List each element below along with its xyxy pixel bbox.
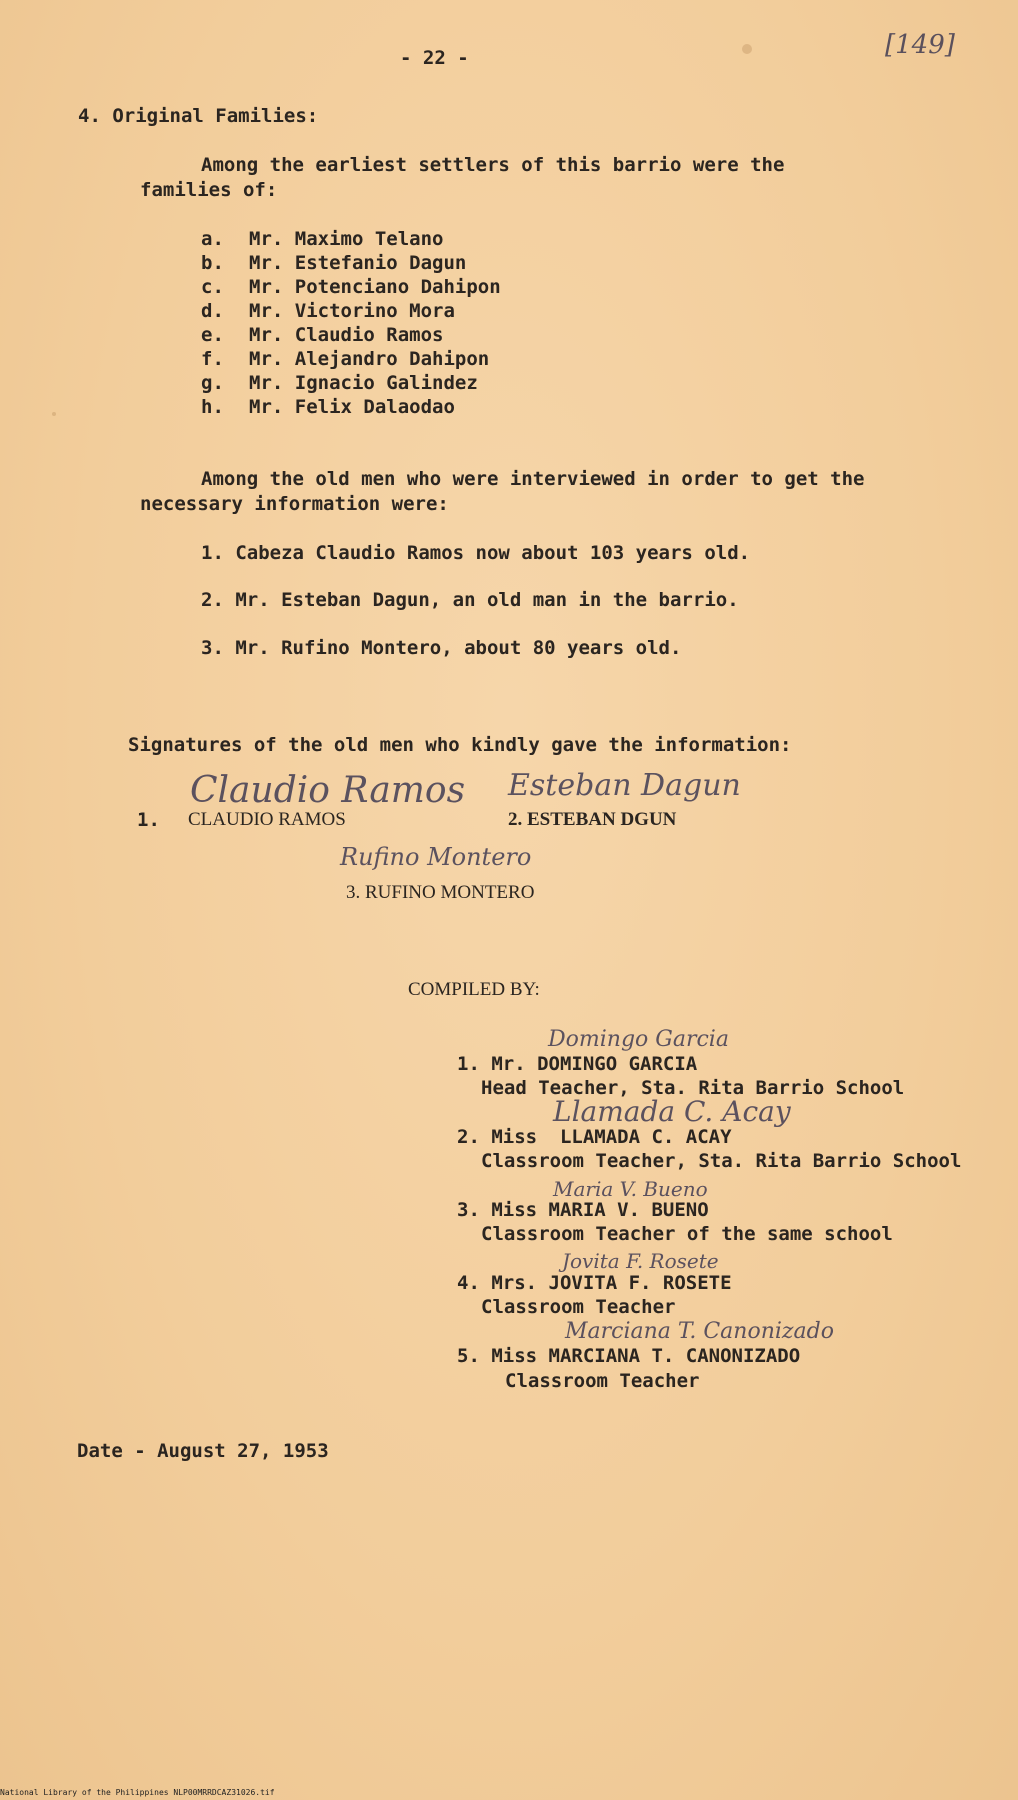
compiler-role: Classroom Teacher, Sta. Rita Barrio School [481,1150,962,1172]
section-heading: 4. Original Families: [78,105,319,127]
archive-footer: National Library of the Philippines NLP00MRRDCAZ31026.tif [0,1788,275,1797]
compiler-name: 4. Mrs. JOVITA F. ROSETE [457,1272,732,1294]
handwritten-signature: Claudio Ramos [190,770,466,811]
informant-item: 2. Mr. Esteban Dagun, an old man in the barrio. [201,589,739,611]
compiler-role: Classroom Teacher [505,1370,700,1392]
typed-name: 2. ESTEBAN DGUN [508,809,677,830]
family-name: Mr. Ignacio Galindez [249,372,478,394]
family-letter: d. [201,300,224,322]
paper-stain [52,412,56,416]
handwritten-signature: Esteban Dagun [508,768,741,803]
signature-number: 1. [137,809,160,831]
intro-line: Among the earliest settlers of this barrio were the [201,154,785,176]
handwritten-signature: Maria V. Bueno [553,1177,708,1201]
interview-line: necessary information were: [140,493,449,515]
family-letter: h. [201,396,224,418]
handwritten-signature: Llamada C. Acay [553,1095,791,1128]
compiler-name: 1. Mr. DOMINGO GARCIA [457,1053,698,1075]
family-letter: g. [201,372,224,394]
typed-name: 3. RUFINO MONTERO [346,882,535,903]
family-letter: a. [201,228,224,250]
archive-number: [149] [885,30,955,60]
paper-stain [742,44,752,54]
family-name: Mr. Estefanio Dagun [249,252,467,274]
date-line: Date - August 27, 1953 [77,1440,329,1462]
family-name: Mr. Potenciano Dahipon [249,276,501,298]
family-letter: c. [201,276,224,298]
signatures-heading: Signatures of the old men who kindly gave the information: [128,734,792,756]
family-letter: b. [201,252,224,274]
typed-name: CLAUDIO RAMOS [188,809,346,830]
compiler-name: 5. Miss MARCIANA T. CANONIZADO [457,1345,801,1367]
family-name: Mr. Maximo Telano [249,228,444,250]
family-name: Mr. Felix Dalaodao [249,396,455,418]
compiler-role: Classroom Teacher [481,1296,676,1318]
compiler-name: 2. Miss LLAMADA C. ACAY [457,1126,732,1148]
compiled-by-heading: COMPILED BY: [408,979,540,1000]
family-name: Mr. Alejandro Dahipon [249,348,490,370]
family-letter: f. [201,348,224,370]
family-letter: e. [201,324,224,346]
handwritten-signature: Marciana T. Canonizado [565,1319,834,1344]
page-number: - 22 - [400,47,469,69]
family-name: Mr. Claudio Ramos [249,324,444,346]
family-name: Mr. Victorino Mora [249,300,455,322]
handwritten-signature: Domingo Garcia [548,1027,729,1052]
handwritten-signature: Jovita F. Rosete [562,1249,719,1273]
informant-item: 3. Mr. Rufino Montero, about 80 years old. [201,637,682,659]
compiler-role: Classroom Teacher of the same school [481,1223,893,1245]
handwritten-signature: Rufino Montero [340,843,532,871]
informant-item: 1. Cabeza Claudio Ramos now about 103 years old. [201,542,751,564]
compiler-name: 3. Miss MARIA V. BUENO [457,1199,709,1221]
interview-line: Among the old men who were interviewed in order to get the [201,468,865,490]
intro-line: families of: [140,179,278,201]
compiler-role: Head Teacher, Sta. Rita Barrio School [481,1077,905,1099]
